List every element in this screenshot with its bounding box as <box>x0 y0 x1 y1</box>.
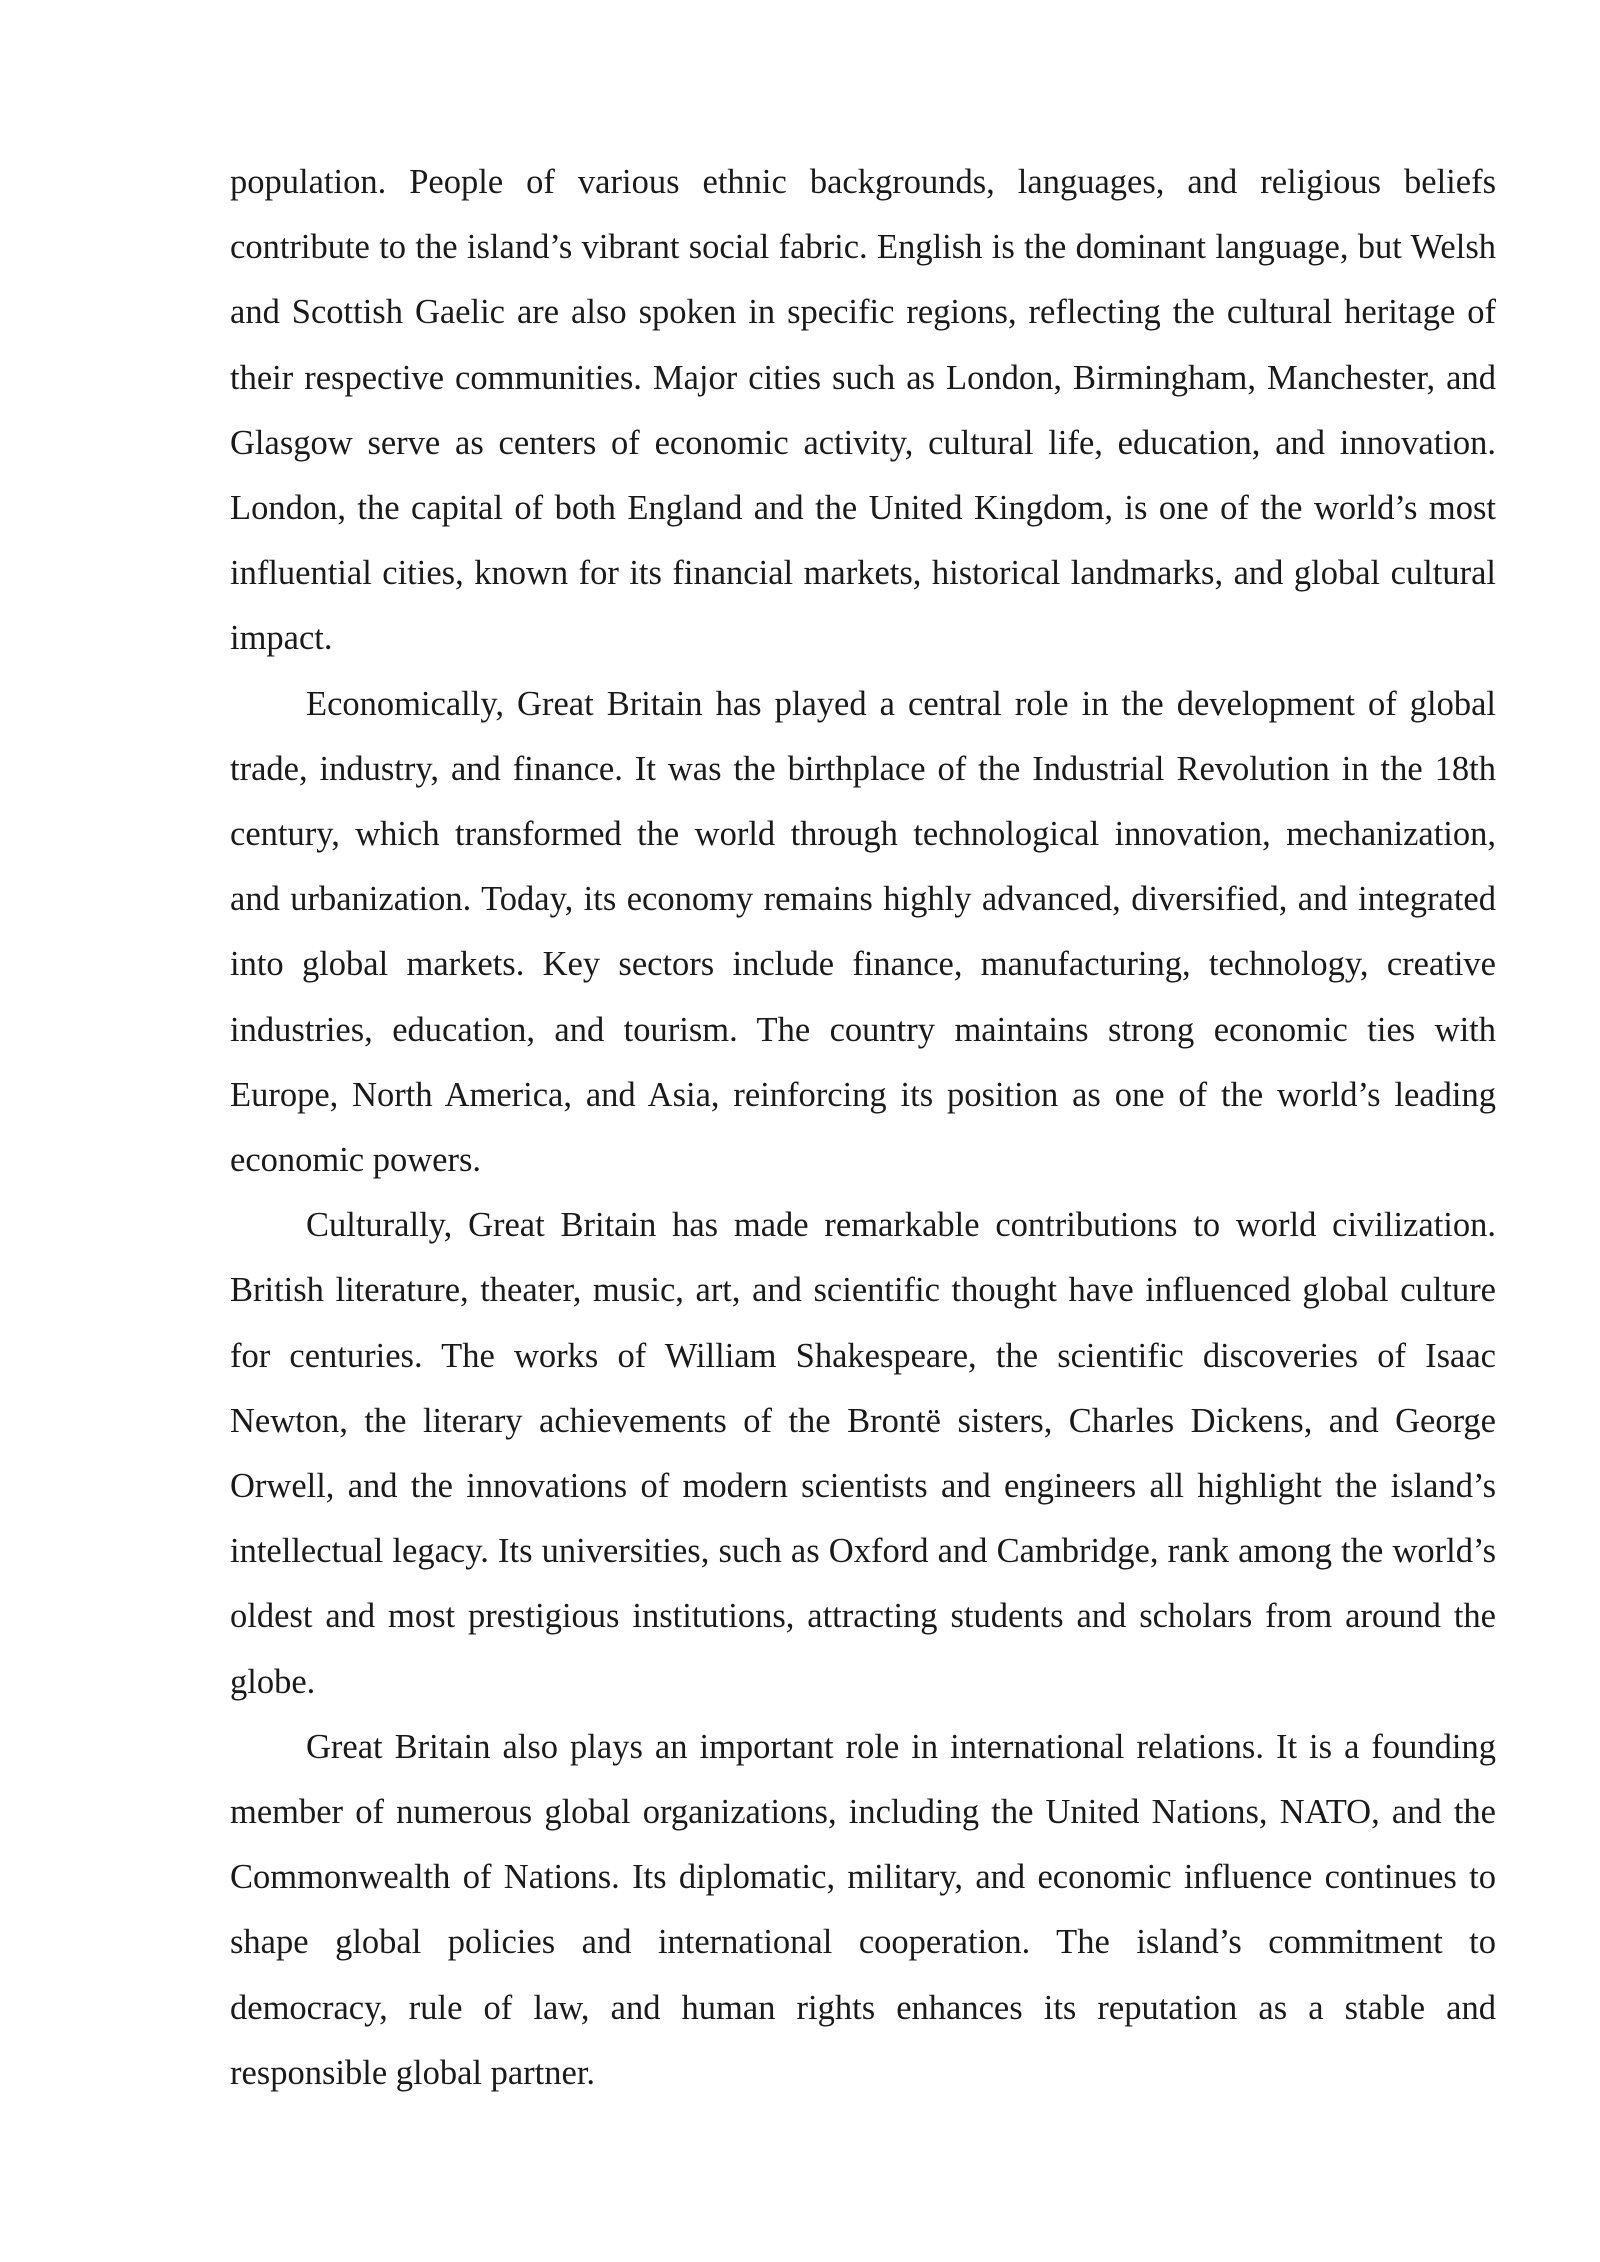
paragraph-economy: Economically, Great Britain has played a central role in the development of global trade, industry, and finance. It was the birthplace of the Industrial Revolution in the 18th century, which transformed the world through technological innovation, mechanization, and urbanization. Today, its economy remains highly advanced, diversified, and integrated into global markets. Key sectors include finance, manufacturing, technology, creative industries, education, and tourism. The country maintains strong economic ties with Europe, North America, and Asia, reinforcing its position as one of the world’s leading economic powers. <box>230 684 1496 1180</box>
paragraph-international-relations: Great Britain also plays an important role in international relations. It is a founding member of numerous global organizations, including the United Nations, NATO, and the Commonwealth of Nations. Its diplomatic, military, and economic influence continues to shape global policies and international cooperation. The island’s commitment to democracy, rule of law, and human rights enhances its reputation as a stable and responsible global partner. <box>230 1727 1496 2092</box>
paragraph-population: population. People of various ethnic backgrounds, languages, and religious beliefs contribute to the island’s vibrant social fabric. English is the dominant language, but Welsh and Scottish Gaelic are also spoken in specific regions, reflecting the cultural heritage of their respective communities. Major cities such as London, Birmingham, Manchester, and Glasgow serve as centers of economic activity, cultural life, education, and innovation. London, the capital of both England and the United Kingdom, is one of the world’s most influential cities, known for its financial markets, historical landmarks, and global cultural impact. <box>230 163 1496 658</box>
document-body <box>230 150 1496 2106</box>
paragraph-culture: Culturally, Great Britain has made remarkable contributions to world civilization. British literature, theater, music, art, and scientific thought have influenced global culture for centuries. The works of William Shakespeare, the scientific discoveries of Isaac Newton, the literary achievements of the Brontë sisters, Charles Dickens, and George Orwell, and the innovations of modern scientists and engineers all highlight the island’s intellectual legacy. Its universities, such as Oxford and Cambridge, rank among the world’s oldest and most prestigious institutions, attracting students and scholars from around the globe. <box>230 1206 1496 1701</box>
